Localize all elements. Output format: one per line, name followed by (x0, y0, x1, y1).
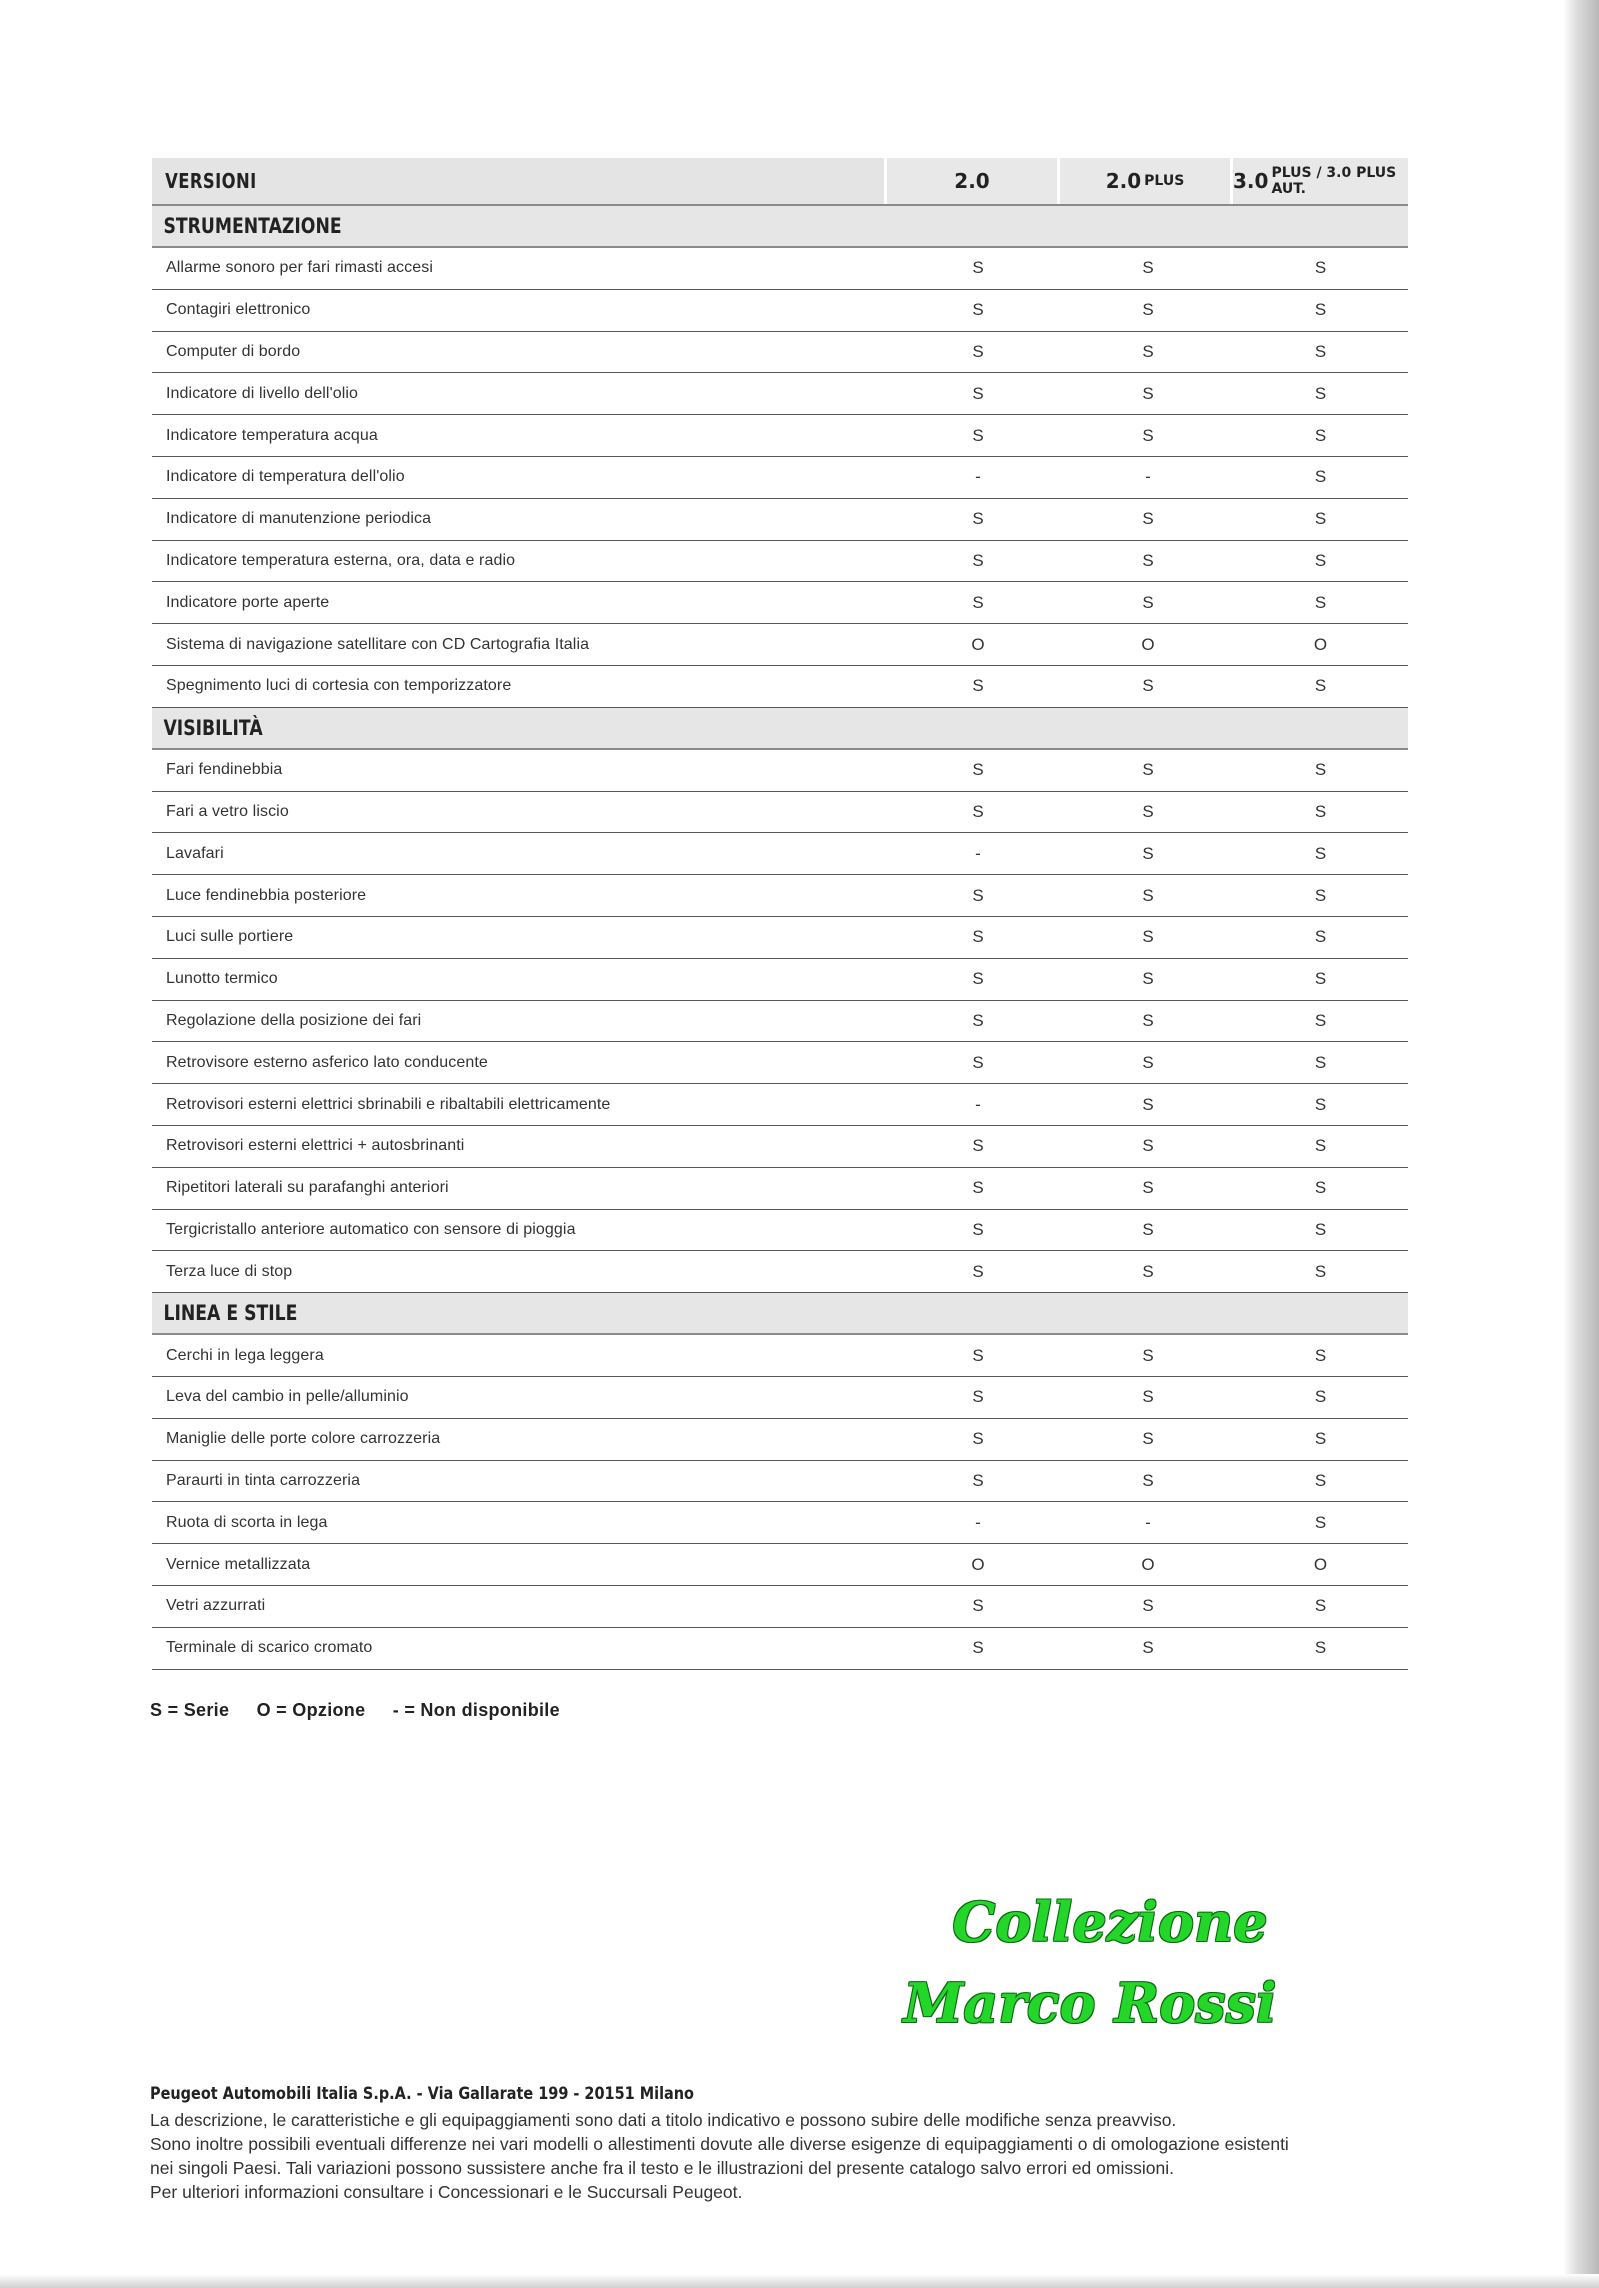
row-value-col-1: S (972, 258, 984, 278)
row-value-col-3: S (1314, 801, 1327, 821)
row-value-col-3: S (1314, 927, 1327, 947)
table-row (152, 1544, 1408, 1586)
row-label: Fari a vetro liscio (166, 802, 289, 820)
header-col-2-main: 2.0 (1105, 169, 1142, 193)
row-value-col-2: S (1142, 550, 1154, 570)
row-value-col-3: S (1314, 550, 1327, 570)
row-value-col-2: S (1142, 801, 1154, 821)
row-value-col-2: S (1142, 1345, 1154, 1365)
row-value-col-1: S (972, 1345, 984, 1365)
table-row (152, 1419, 1408, 1461)
footer (150, 2084, 1390, 2204)
row-value-col-2: S (1142, 760, 1154, 780)
row-value-col-3: S (1314, 1596, 1327, 1616)
row-value-col-1: - (975, 1512, 981, 1532)
row-label: Sistema di navigazione satellitare con CD Cartografia Italia (166, 635, 590, 653)
row-value-col-2: S (1142, 1219, 1154, 1239)
section-header (152, 708, 1408, 750)
row-label: Indicatore di livello dell'olio (166, 384, 359, 402)
row-value-col-2: S (1142, 1638, 1154, 1658)
table-row (152, 248, 1408, 290)
row-value-col-3: S (1314, 425, 1327, 445)
row-label: Computer di bordo (166, 342, 301, 360)
row-value-col-2: S (1142, 1010, 1154, 1030)
row-value-col-3: S (1314, 1638, 1327, 1658)
row-label: Vetri azzurrati (166, 1597, 266, 1615)
row-label: Leva del cambio in pelle/alluminio (166, 1388, 409, 1406)
table-row (152, 1335, 1408, 1377)
legend-opzione: O = Opzione (256, 1700, 366, 1720)
row-value-col-2: S (1142, 676, 1154, 696)
footer-line-4: Per ulteriori informazioni consultare i Concessionari e le Succursali Peugeot. (150, 2182, 743, 2202)
row-value-col-2: S (1142, 969, 1154, 989)
row-value-col-1: S (972, 1387, 984, 1407)
row-value-col-3: S (1314, 1010, 1327, 1030)
row-value-col-3: S (1314, 467, 1327, 487)
header-col-2 (1057, 158, 1230, 204)
row-value-col-2: S (1142, 1387, 1154, 1407)
row-value-col-3: O (1313, 1554, 1328, 1574)
row-value-col-1: S (972, 1136, 984, 1156)
legend (150, 1700, 582, 1721)
table-row (152, 499, 1408, 541)
row-label: Retrovisori esterni elettrici + autosbrinanti (166, 1137, 465, 1155)
row-value-col-3: S (1314, 1052, 1327, 1072)
row-value-col-2: S (1142, 258, 1154, 278)
row-label: Spegnimento luci di cortesia con temporizzatore (166, 677, 512, 695)
row-value-col-2: S (1142, 1470, 1154, 1490)
row-label: Indicatore temperatura esterna, ora, data e radio (166, 551, 516, 569)
row-label: Vernice metallizzata (166, 1555, 311, 1573)
table-row (152, 1126, 1408, 1168)
row-label: Luci sulle portiere (166, 928, 294, 946)
table-row (152, 290, 1408, 332)
row-value-col-1: - (975, 1094, 981, 1114)
section-title: LINEA E STILE (163, 1301, 298, 1326)
row-value-col-3: S (1314, 300, 1327, 320)
row-value-col-3: S (1314, 1261, 1327, 1281)
row-label: Fari fendinebbia (166, 761, 283, 779)
table-row (152, 875, 1408, 917)
row-value-col-1: S (972, 1010, 984, 1030)
row-label: Paraurti in tinta carrozzeria (166, 1471, 361, 1489)
table-row (152, 541, 1408, 583)
table-row (152, 666, 1408, 708)
row-value-col-1: S (972, 300, 984, 320)
table-header-row (152, 158, 1408, 206)
row-label: Tergicristallo anteriore automatico con sensore di pioggia (166, 1220, 576, 1238)
table-row (152, 582, 1408, 624)
collection-watermark (900, 1882, 1320, 2044)
row-label: Indicatore temperatura acqua (166, 426, 378, 444)
row-value-col-2: - (1145, 1512, 1151, 1532)
row-value-col-3: S (1314, 509, 1327, 529)
header-col-1-main: 2.0 (954, 169, 990, 193)
scan-edge-right (1563, 0, 1599, 2288)
scan-edge-bottom (0, 2274, 1599, 2288)
row-label: Indicatore porte aperte (166, 593, 330, 611)
header-col-2-suffix: PLUS (1144, 173, 1185, 189)
table-row (152, 917, 1408, 959)
section-title: STRUMENTAZIONE (163, 214, 342, 238)
row-label: Indicatore di temperatura dell'olio (166, 468, 405, 486)
header-col-3 (1230, 158, 1408, 204)
row-value-col-3: S (1314, 885, 1327, 905)
row-label: Lavafari (166, 844, 224, 862)
row-label: Lunotto termico (166, 970, 278, 988)
row-value-col-2: S (1142, 300, 1154, 320)
row-value-col-1: S (972, 1638, 984, 1658)
row-value-col-2: O (1141, 1554, 1155, 1574)
row-value-col-1: S (972, 1052, 984, 1072)
footer-line-3: nei singoli Paesi. Tali variazioni possono sussistere anche fra il testo e le illustrazioni del presente catalogo salvo errori ed omissioni. (150, 2158, 1174, 2178)
row-value-col-3: S (1314, 760, 1327, 780)
row-value-col-1: O (971, 1554, 985, 1574)
row-value-col-3: S (1314, 1094, 1327, 1114)
legend-serie: S = Serie (150, 1700, 230, 1720)
table-row (152, 332, 1408, 374)
section-header (152, 206, 1408, 248)
row-value-col-2: S (1142, 927, 1154, 947)
row-label: Allarme sonoro per fari rimasti accesi (166, 259, 433, 277)
table-row (152, 1210, 1408, 1252)
row-label: Regolazione della posizione dei fari (166, 1011, 422, 1029)
table-row (152, 1502, 1408, 1544)
row-label: Terza luce di stop (166, 1262, 293, 1280)
row-value-col-1: - (975, 843, 981, 863)
footer-company: Peugeot Automobili Italia S.p.A. - Via Gallarate 199 - 20151 Milano (150, 2084, 694, 2104)
row-value-col-2: S (1142, 1052, 1154, 1072)
row-value-col-2: S (1142, 1178, 1154, 1198)
table-row (152, 1586, 1408, 1628)
row-value-col-1: S (972, 676, 984, 696)
table-row (152, 792, 1408, 834)
row-label: Ripetitori laterali su parafanghi anteriori (166, 1179, 449, 1197)
row-label: Maniglie delle porte colore carrozzeria (166, 1430, 441, 1448)
legend-non-disponibile: - = Non disponibile (392, 1700, 560, 1720)
row-value-col-1: S (972, 801, 984, 821)
table-row (152, 959, 1408, 1001)
row-value-col-3: S (1314, 1387, 1327, 1407)
table-row (152, 1251, 1408, 1293)
row-label: Retrovisori esterni elettrici sbrinabili e ribaltabili elettricamente (166, 1095, 611, 1113)
row-value-col-3: S (1314, 843, 1327, 863)
row-value-col-1: S (972, 885, 984, 905)
row-value-col-2: S (1142, 383, 1154, 403)
row-value-col-3: S (1314, 383, 1327, 403)
header-col-1 (884, 158, 1057, 204)
row-value-col-2: S (1142, 1429, 1154, 1449)
row-value-col-3: S (1314, 969, 1327, 989)
table-row (152, 1084, 1408, 1126)
row-value-col-1: S (972, 592, 984, 612)
row-value-col-1: S (972, 1596, 984, 1616)
row-value-col-1: S (972, 760, 984, 780)
row-value-col-3: S (1314, 1512, 1327, 1532)
header-versioni-label: VERSIONI (165, 169, 257, 193)
table-row (152, 1001, 1408, 1043)
row-value-col-1: S (972, 550, 984, 570)
row-value-col-3: S (1314, 341, 1327, 361)
row-label: Indicatore di manutenzione periodica (166, 510, 432, 528)
row-value-col-1: S (972, 969, 984, 989)
row-value-col-2: S (1142, 1136, 1154, 1156)
row-value-col-2: S (1142, 1596, 1154, 1616)
row-value-col-3: S (1314, 1345, 1327, 1365)
watermark-line-1: Collezione (952, 1890, 1268, 1954)
row-value-col-1: O (971, 634, 985, 654)
table-row (152, 833, 1408, 875)
row-value-col-3: S (1314, 592, 1327, 612)
row-value-col-2: - (1145, 467, 1151, 487)
table-row (152, 373, 1408, 415)
row-value-col-3: O (1313, 634, 1328, 654)
row-label: Luce fendinebbia posteriore (166, 886, 367, 904)
table-row (152, 457, 1408, 499)
row-value-col-2: S (1142, 425, 1154, 445)
row-value-col-2: S (1142, 592, 1154, 612)
footer-line-2: Sono inoltre possibili eventuali differenze nei vari modelli o allestimenti dovute alle diverse esigenze di equipaggiamenti o di omologazione esistenti (150, 2134, 1289, 2154)
row-value-col-1: S (972, 1219, 984, 1239)
row-value-col-1: S (972, 927, 984, 947)
table-row (152, 415, 1408, 457)
sections-container (152, 206, 1408, 1670)
row-value-col-3: S (1314, 1470, 1327, 1490)
row-value-col-2: S (1142, 1261, 1154, 1281)
row-value-col-1: S (972, 1178, 984, 1198)
footer-line-1: La descrizione, le caratteristiche e gli equipaggiamenti sono dati a titolo indicativo e possono subire delle modifiche senza preavviso. (150, 2110, 1177, 2130)
header-col-3-main: 3.0 (1233, 169, 1269, 193)
section-header (152, 1293, 1408, 1335)
row-value-col-3: S (1314, 1178, 1327, 1198)
row-label: Retrovisore esterno asferico lato conducente (166, 1053, 488, 1071)
row-value-col-1: S (972, 425, 984, 445)
row-value-col-2: S (1142, 341, 1154, 361)
row-value-col-1: S (972, 1261, 984, 1281)
row-value-col-3: S (1314, 1219, 1327, 1239)
table-row (152, 750, 1408, 792)
table-row (152, 1377, 1408, 1419)
row-value-col-1: S (972, 1470, 984, 1490)
table-row (152, 1628, 1408, 1670)
row-label: Cerchi in lega leggera (166, 1346, 324, 1364)
row-label: Terminale di scarico cromato (166, 1639, 373, 1657)
row-value-col-1: S (972, 341, 984, 361)
section-title: VISIBILITÀ (163, 715, 263, 740)
row-value-col-1: S (972, 383, 984, 403)
row-value-col-2: O (1141, 634, 1155, 654)
row-value-col-2: S (1142, 509, 1154, 529)
watermark-line-2: Marco Rossi (903, 1971, 1277, 2035)
table-row (152, 1042, 1408, 1084)
table-row (152, 1461, 1408, 1503)
row-value-col-2: S (1142, 1094, 1154, 1114)
equipment-table (152, 158, 1408, 1670)
header-col-3-suffix: PLUS / 3.0 PLUS AUT. (1271, 165, 1397, 197)
row-value-col-1: - (975, 467, 981, 487)
row-value-col-3: S (1314, 1429, 1327, 1449)
row-label: Ruota di scorta in lega (166, 1513, 328, 1531)
row-value-col-3: S (1314, 676, 1327, 696)
table-row (152, 1168, 1408, 1210)
row-label: Contagiri elettronico (166, 301, 311, 319)
row-value-col-1: S (972, 1429, 984, 1449)
row-value-col-3: S (1314, 258, 1327, 278)
row-value-col-2: S (1142, 843, 1154, 863)
row-value-col-3: S (1314, 1136, 1327, 1156)
row-value-col-1: S (972, 509, 984, 529)
table-row (152, 624, 1408, 666)
row-value-col-2: S (1142, 885, 1154, 905)
